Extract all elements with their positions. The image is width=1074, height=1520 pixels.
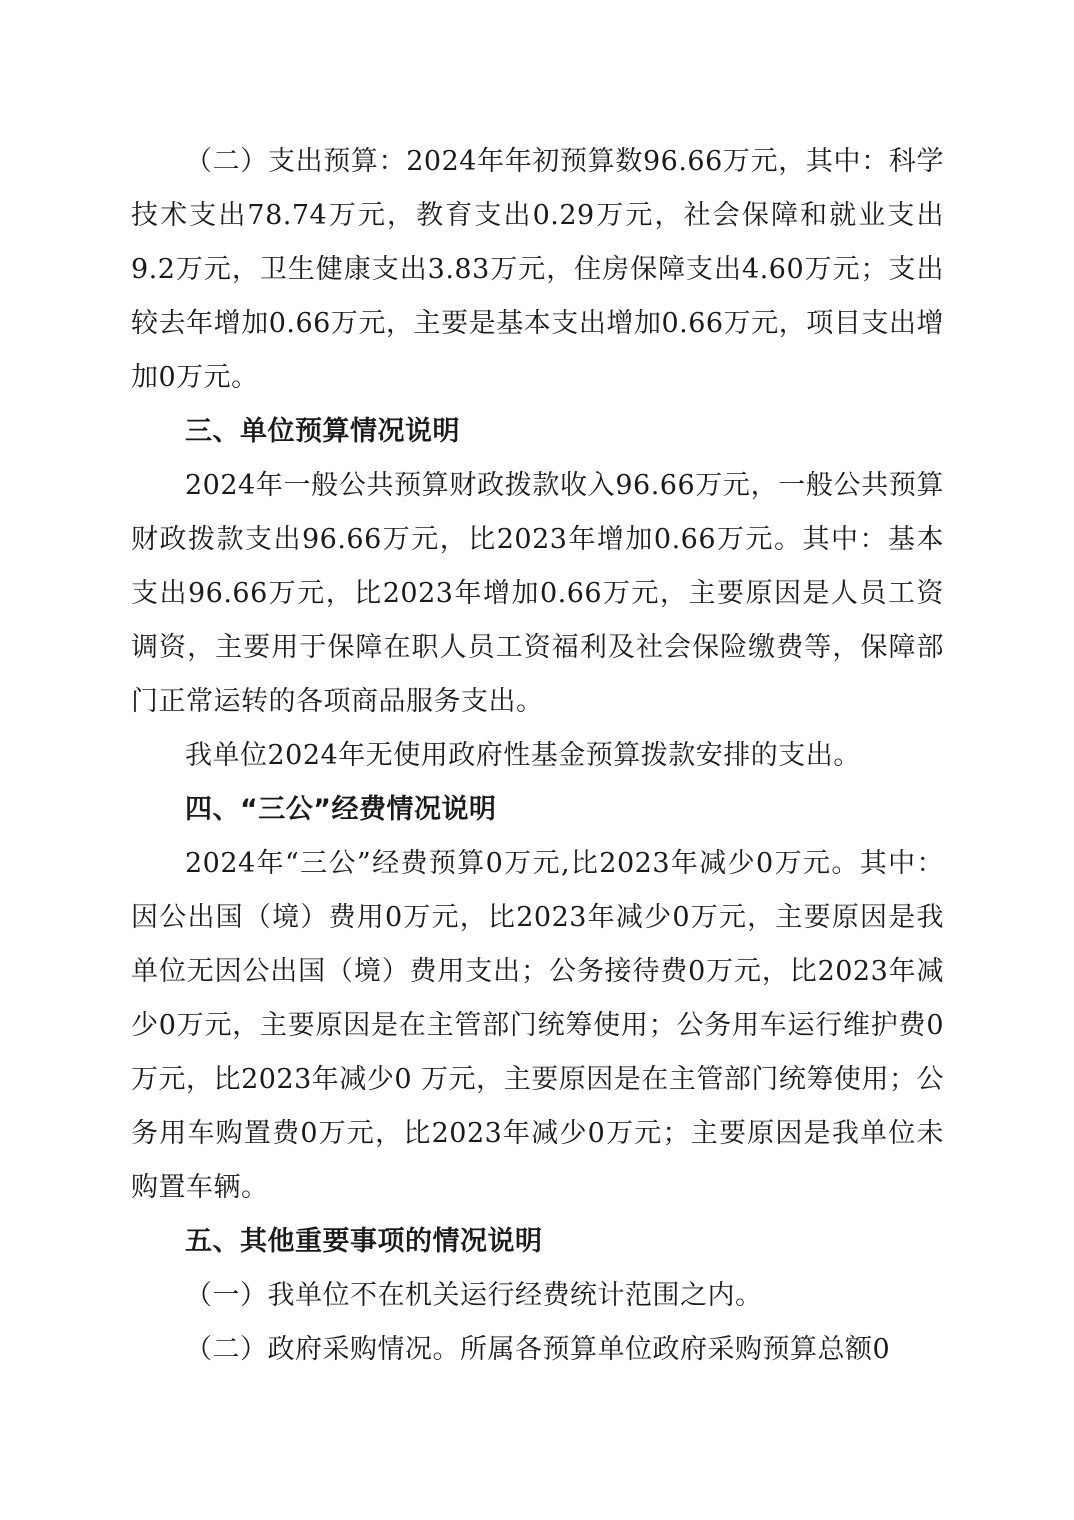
heading-other-matters: 五、其他重要事项的情况说明 (185, 1226, 543, 1257)
paragraph-government-procurement: （二）政府采购情况。所属各预算单位政府采购预算总额0 (185, 1334, 891, 1365)
paragraph-government-fund: 我单位2024年无使用政府性基金预算拨款安排的支出。 (185, 740, 861, 771)
paragraph-expenditure-budget: （二）支出预算：2024年年初预算数96.66万元，其中：科学技术支出78.74万元，教育支出0.29万元，社会保障和就业支出9.2万元，卫生健康支出3.83万元，住房保障支出4.60万元；支出较去年增加0.66万元，主要是基本支出增加0.66万元，项目支出增加0万元。 (131, 146, 944, 393)
paragraph-three-public-expenses: 2024年“三公”经费预算0万元,比2023年减少0万元。其中：因公出国（境）费用0万元，比2023年减少0万元，主要原因是我单位无因公出国（境）费用支出；公务接待费0万元，比2023年减少0万元，主要原因是在主管部门统筹使用；公务用车运行维护费0万元，比2023年减少0 万元，主要原因是在主管部门统筹使用；公务用车购置费0万元，比2023年减少0万元；主要原因是我单位未购置车辆。 (131, 848, 944, 1203)
paragraph-operating-expenses: （一）我单位不在机关运行经费统计范围之内。 (185, 1280, 763, 1311)
heading-unit-budget: 三、单位预算情况说明 (185, 416, 460, 447)
document-page (131, 135, 944, 1377)
heading-three-public-expenses: 四、“三公”经费情况说明 (185, 794, 497, 825)
paragraph-general-budget: 2024年一般公共预算财政拨款收入96.66万元，一般公共预算财政拨款支出96.66万元，比2023年增加0.66万元。其中：基本支出96.66万元，比2023年增加0.66万元，主要原因是人员工资调资，主要用于保障在职人员工资福利及社会保险缴费等，保障部门正常运转的各项商品服务支出。 (131, 470, 944, 717)
